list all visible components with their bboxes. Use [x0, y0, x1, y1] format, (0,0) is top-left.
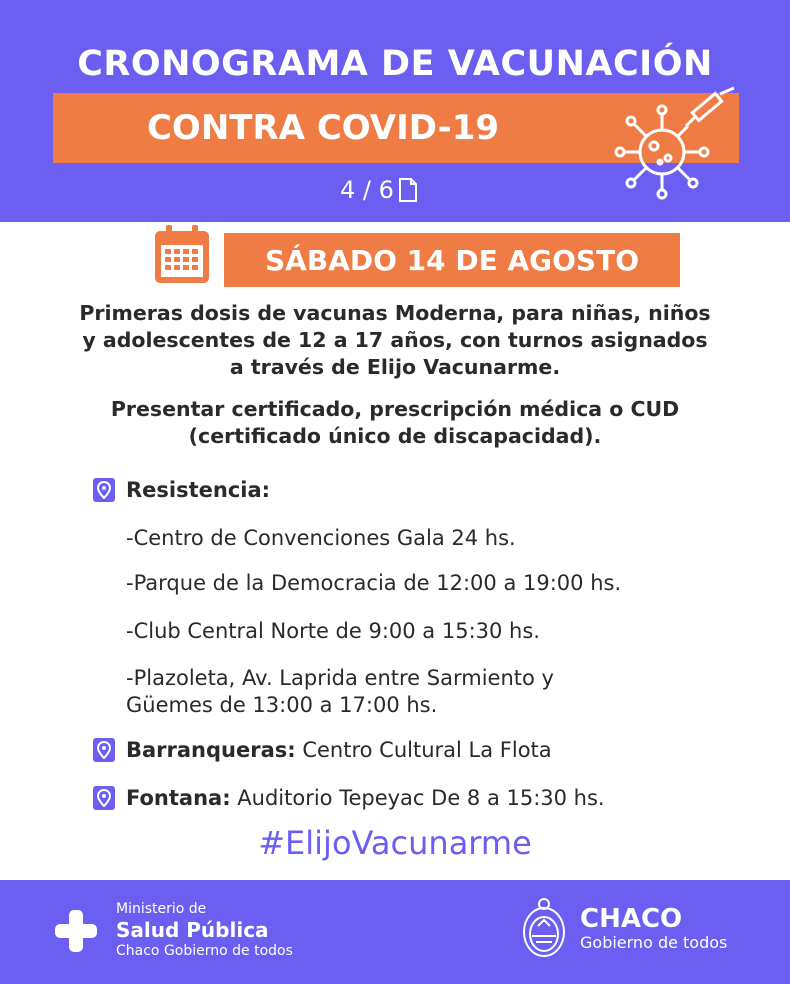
site-item: Güemes de 13:00 a 17:00 hs.	[126, 693, 438, 717]
plus-cross-icon	[53, 908, 99, 954]
site-item: -Centro de Convenciones Gala 24 hs.	[126, 526, 516, 550]
page-title: CRONOGRAMA DE VACUNACIÓN	[77, 44, 713, 84]
chaco-shield-icon	[520, 896, 568, 960]
header-banner	[0, 0, 790, 222]
chaco-logo	[580, 905, 727, 953]
virus-syringe-icon	[612, 86, 742, 204]
location-name: Barranqueras:	[126, 738, 296, 762]
location-name: Resistencia:	[126, 478, 271, 502]
location-name: Fontana:	[126, 786, 231, 810]
requirements-line: (certificado único de discapacidad).	[188, 424, 602, 448]
page-counter-text: 4 / 6	[340, 176, 394, 204]
ministry-line1: Ministerio de	[116, 901, 207, 917]
intro-text	[30, 300, 760, 381]
location-pin-icon	[93, 478, 115, 502]
requirements-text	[30, 396, 760, 450]
location-barranqueras	[126, 738, 552, 762]
chaco-name: CHACO	[580, 904, 683, 934]
calendar-icon	[152, 223, 212, 287]
location-resistencia	[126, 478, 270, 502]
intro-line: y adolescentes de 12 a 17 años, con turnos asignados	[82, 328, 708, 352]
site-item: -Plazoleta, Av. Laprida entre Sarmiento y	[126, 666, 554, 690]
ministry-logo	[116, 900, 293, 960]
site-item: -Club Central Norte de 9:00 a 15:30 hs.	[126, 619, 540, 643]
ministry-line3: Chaco Gobierno de todos	[116, 943, 293, 959]
chaco-tagline: Gobierno de todos	[580, 933, 728, 952]
page-counter	[340, 176, 418, 204]
intro-line: a través de Elijo Vacunarme.	[229, 355, 561, 379]
location-detail: Centro Cultural La Flota	[295, 738, 552, 762]
date-banner: SÁBADO 14 DE AGOSTO	[224, 233, 680, 287]
requirements-line: Presentar certificado, prescripción médica o CUD	[110, 397, 680, 421]
ministry-line2: Salud Pública	[116, 918, 269, 942]
site-item: -Parque de la Democracia de 12:00 a 19:00 hs.	[126, 571, 622, 595]
location-pin-icon	[93, 738, 115, 762]
location-fontana	[126, 786, 605, 810]
hashtag: #ElijoVacunarme	[258, 824, 532, 862]
location-pin-icon	[93, 786, 115, 810]
intro-line: Primeras dosis de vacunas Moderna, para niñas, niños	[79, 301, 711, 325]
location-detail: Auditorio Tepeyac De 8 a 15:30 hs.	[230, 786, 605, 810]
page-icon	[398, 177, 418, 203]
subtitle: CONTRA COVID-19	[146, 108, 500, 148]
